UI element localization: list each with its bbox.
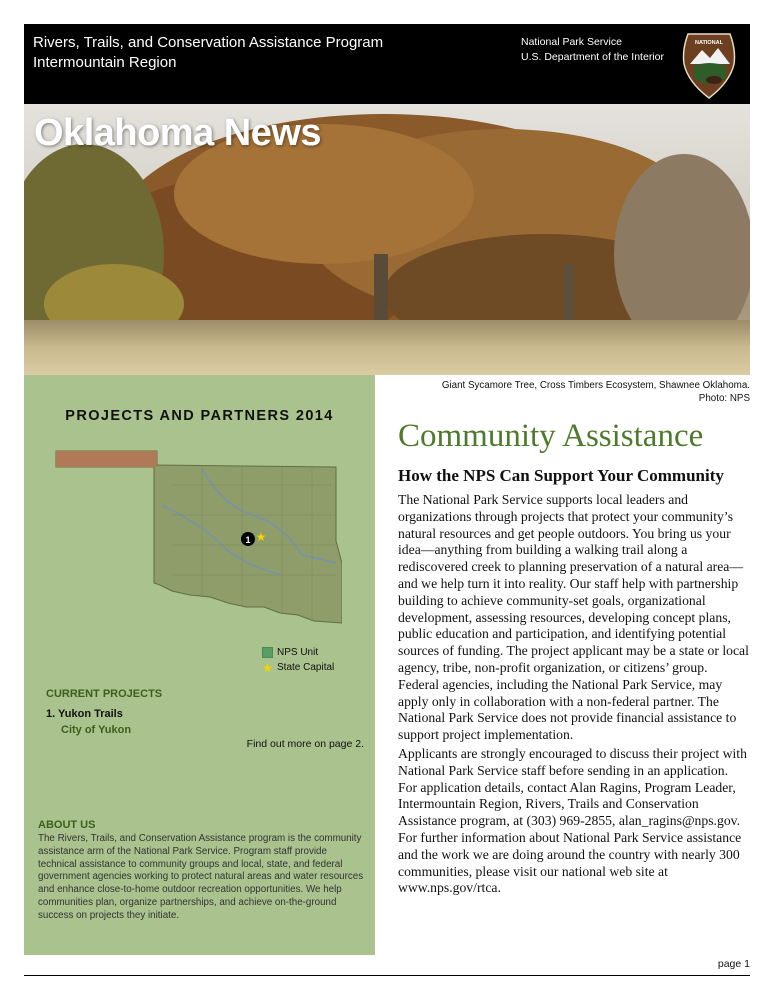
- star-icon: ★: [262, 660, 273, 675]
- photo-caption: [442, 380, 750, 405]
- project-name: Yukon Trails: [58, 708, 123, 720]
- project-partner: City of Yukon: [61, 724, 132, 736]
- program-name: [33, 33, 383, 73]
- legend-nps-unit: [262, 645, 334, 660]
- article-paragraph: Applicants are strongly encouraged to discuss their project with National Park Service staff before sending in an application. For application details, contact Alan Ragins, Program Leader, Intermountain Region, Rivers, Trails and Conservation Assistance program, at (303) 969-2855, alan_ragins@nps.gov. For further information about National Park Service assistance and the work we are doing around the country with nearly 300 communities, please visit our national web site at www.nps.gov/rtca.: [398, 746, 747, 896]
- oklahoma-map: [52, 445, 342, 635]
- state-capital-star: ★: [255, 530, 267, 544]
- project-item: [46, 706, 131, 738]
- sidebar-heading: PROJECTS AND PARTNERS 2014: [65, 408, 334, 424]
- legend-label: State Capital: [277, 662, 335, 673]
- project-number: 1.: [46, 708, 56, 720]
- legend-state-capital: [262, 660, 334, 675]
- marker-number: 1: [245, 535, 251, 545]
- article-paragraph: The National Park Service supports local leaders and organizations through projects that protect your community’s natural resources and get people outdoors. You bring us your idea—anything from building a walking trail along a rediscovered creek to planning preservation of a natural area—and we help turn it into reality. Our staff help with partnership building to achieve community-set goals, organizational development, assessing resources, developing concept plans, public education and participation, and identifying potential sources of funding. The project applicant may be a state or local agency, tribe, non-profit organization, or citizens’ group. Federal agencies, including the National Park Service, may apply only in collaboration with a non-federal partner. The National Park Service does not provide financial assistance to support project implementation.: [398, 492, 749, 743]
- program-line: Rivers, Trails, and Conservation Assistance Program: [33, 34, 384, 51]
- newsletter-title: Oklahoma News: [34, 112, 322, 154]
- photo-credit: Photo: NPS: [698, 392, 750, 404]
- article-title: Community Assistance: [398, 418, 704, 454]
- nps-unit-swatch: [262, 647, 273, 658]
- svg-text:NATIONAL: NATIONAL: [694, 40, 724, 46]
- agency-line: National Park Service: [521, 36, 622, 48]
- region-line: Intermountain Region: [33, 54, 177, 71]
- agency-name: [521, 35, 664, 65]
- caption-text: Giant Sycamore Tree, Cross Timbers Ecosystem, Shawnee Oklahoma.: [441, 380, 750, 391]
- header-bar: [24, 24, 750, 104]
- find-out-more-link[interactable]: Find out more on page 2.: [246, 738, 364, 750]
- legend-label: NPS Unit: [277, 647, 319, 658]
- about-us-heading: ABOUT US: [38, 819, 96, 831]
- article-subheading: How the NPS Can Support Your Community: [398, 466, 724, 485]
- footer-divider: [24, 975, 750, 976]
- current-projects-heading: CURRENT PROJECTS: [46, 688, 163, 700]
- projects-sidebar: [24, 375, 375, 955]
- page-number: page 1: [717, 958, 750, 970]
- hero-grassland: [24, 320, 750, 375]
- department-line: U.S. Department of the Interior: [521, 51, 664, 63]
- about-us-text: The Rivers, Trails, and Conservation Assistance program is the community assistance arm of the National Park Service. Program staff provide technical assistance to community groups and local, state, and federal government agencies working to protect natural areas and water resources and enhance close-to-home outdoor recreation opportunities. We help communities plan, organize partnerships, and achieve on-the-ground success on projects they initiate.: [38, 833, 364, 921]
- map-legend: [262, 645, 334, 675]
- nps-arrowhead-logo: [680, 30, 738, 100]
- hero-photo: [24, 104, 750, 375]
